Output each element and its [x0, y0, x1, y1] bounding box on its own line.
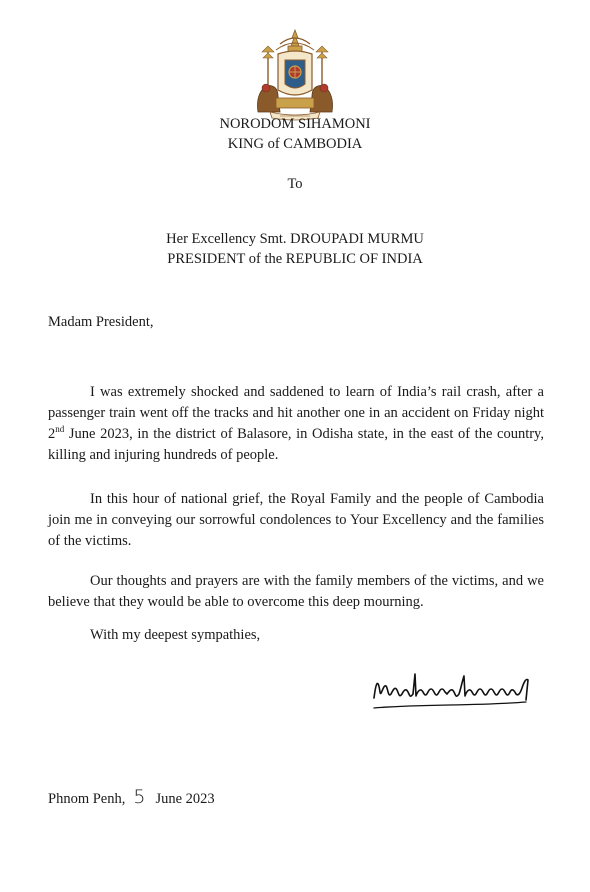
recipient-block	[0, 229, 590, 269]
paragraph-1-text-b: June 2023, in the district of Balasore, in Odisha state, in the east of the country, killing and injuring hundreds of people.	[48, 426, 544, 463]
recipient-title: PRESIDENT of the REPUBLIC OF INDIA	[167, 251, 423, 267]
royal-crest-icon	[252, 28, 338, 122]
closing-line: With my deepest sympathies,	[90, 627, 261, 643]
paragraph-1-text-a: I was extremely shocked and saddened to learn of India’s rail crash, after a passenger train went off the tracks and hit another one in an accident on Friday night 2	[48, 384, 544, 442]
signature-icon	[368, 664, 540, 714]
date-month-year: June 2023	[155, 791, 215, 807]
sender-title: KING of CAMBODIA	[227, 136, 363, 152]
body-paragraph-2: In this hour of national grief, the Royal Family and the people of Cambodia join me in conveying our sorrowful condolences to Your Excellency and the families of the victims.	[48, 491, 544, 549]
sender-name: NORODOM SIHAMONI	[219, 116, 371, 132]
place-date-line	[48, 786, 215, 808]
sender-block	[0, 114, 590, 154]
date-ordinal-suffix: nd	[55, 424, 65, 435]
body-paragraph-3: Our thoughts and prayers are with the family members of the victims, and we believe that they would be able to overcome this deep mourning.	[48, 573, 544, 610]
date-day-handwritten: 5	[133, 786, 146, 808]
body-paragraph-1	[48, 382, 544, 466]
salutation: Madam President,	[48, 314, 154, 330]
recipient-name: Her Excellency Smt. DROUPADI MURMU	[166, 231, 424, 247]
to-label: To	[287, 176, 303, 192]
place: Phnom Penh,	[48, 791, 126, 807]
